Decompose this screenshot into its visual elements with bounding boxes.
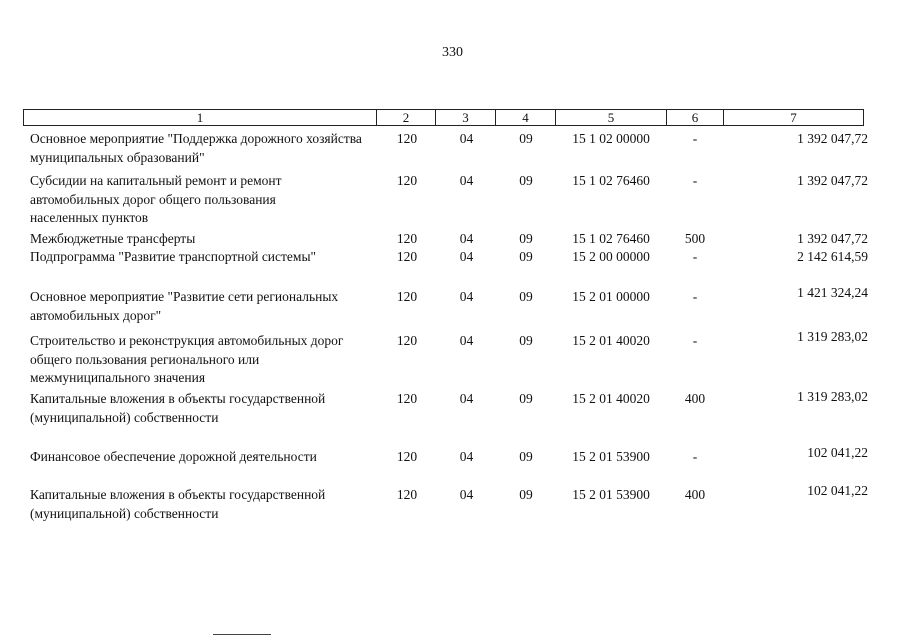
row-col-6: - — [692, 249, 698, 264]
row-name: Межбюджетные трансферты — [30, 231, 196, 246]
row-col-4: 09 — [519, 391, 533, 406]
row-col-6: 500 — [684, 231, 706, 246]
row-col-2: 120 — [396, 249, 418, 264]
header-col-1: 1 — [196, 110, 204, 125]
row-col-4: 09 — [519, 333, 533, 348]
row-col-6: 400 — [684, 391, 706, 406]
row-col-4: 09 — [519, 487, 533, 502]
row-col-2: 120 — [396, 449, 418, 464]
row-col-7: 1 319 283,02 — [797, 329, 868, 344]
row-col-6: 400 — [684, 487, 706, 502]
row-col-5: 15 2 01 40020 — [572, 333, 650, 348]
row-col-7: 1 392 047,72 — [797, 131, 868, 146]
row-col-5: 15 2 01 40020 — [572, 391, 650, 406]
row-col-5: 15 2 01 53900 — [572, 449, 650, 464]
row-col-5: 15 1 02 76460 — [572, 231, 650, 246]
row-col-6: - — [692, 289, 698, 304]
row-col-6: - — [692, 131, 698, 146]
row-col-7: 1 392 047,72 — [797, 173, 868, 188]
row-col-2: 120 — [396, 333, 418, 348]
row-col-2: 120 — [396, 289, 418, 304]
row-col-6: - — [692, 449, 698, 464]
row-col-5: 15 2 00 00000 — [572, 249, 650, 264]
footnote-rule — [213, 634, 271, 635]
row-col-4: 09 — [519, 289, 533, 304]
row-col-5: 15 2 01 00000 — [572, 289, 650, 304]
row-col-6: - — [692, 173, 698, 188]
header-col-4: 4 — [522, 110, 529, 125]
row-col-2: 120 — [396, 173, 418, 188]
row-col-7: 2 142 614,59 — [797, 249, 868, 264]
row-col-3: 04 — [459, 173, 474, 188]
row-col-3: 04 — [459, 391, 474, 406]
row-col-7: 1 392 047,72 — [797, 231, 868, 246]
row-col-5: 15 1 02 00000 — [572, 131, 650, 146]
row-col-4: 09 — [519, 449, 533, 464]
header-col-3: 3 — [462, 110, 469, 125]
row-col-4: 09 — [519, 173, 533, 188]
row-col-5: 15 2 01 53900 — [572, 487, 650, 502]
row-col-7: 102 041,22 — [807, 483, 868, 498]
row-col-3: 04 — [459, 333, 474, 348]
row-name: Основное мероприятие "Развитие сети региональных автомобильных дорог" — [30, 289, 339, 323]
row-col-4: 09 — [519, 249, 533, 264]
page-number: 330 — [442, 45, 463, 60]
header-col-2: 2 — [402, 110, 410, 125]
row-name: Финансовое обеспечение дорожной деятельности — [30, 449, 317, 464]
row-col-3: 04 — [459, 249, 474, 264]
row-col-7: 1 319 283,02 — [797, 389, 868, 404]
row-name: Основное мероприятие "Поддержка дорожного хозяйства муниципальных образований" — [30, 131, 362, 165]
row-col-2: 120 — [396, 487, 418, 502]
row-name: Капитальные вложения в объекты государственной (муниципальной) собственности — [30, 391, 326, 425]
row-col-4: 09 — [519, 131, 533, 146]
row-col-5: 15 1 02 76460 — [572, 173, 650, 188]
row-col-2: 120 — [396, 231, 418, 246]
row-col-3: 04 — [459, 131, 474, 146]
row-col-2: 120 — [396, 131, 418, 146]
row-col-3: 04 — [459, 487, 474, 502]
row-name: Подпрограмма "Развитие транспортной системы" — [30, 249, 317, 264]
row-name: Субсидии на капитальный ремонт и ремонт автомобильных дорог общего пользования населенных пунктов — [30, 173, 282, 225]
header-col-5: 5 — [607, 110, 615, 125]
row-name: Капитальные вложения в объекты государственной (муниципальной) собственности — [30, 487, 326, 521]
table-header — [23, 109, 864, 126]
row-col-6: - — [692, 333, 698, 348]
row-col-3: 04 — [459, 289, 474, 304]
header-col-7: 7 — [790, 110, 797, 125]
row-col-2: 120 — [396, 391, 418, 406]
row-col-3: 04 — [459, 231, 474, 246]
row-col-3: 04 — [459, 449, 474, 464]
header-col-6: 6 — [691, 110, 699, 125]
row-col-4: 09 — [519, 231, 533, 246]
row-col-7: 1 421 324,24 — [797, 285, 868, 300]
row-col-7: 102 041,22 — [807, 445, 868, 460]
row-name: Строительство и реконструкция автомобильных дорог общего пользования регионального или межмуниципального значения — [30, 333, 344, 385]
